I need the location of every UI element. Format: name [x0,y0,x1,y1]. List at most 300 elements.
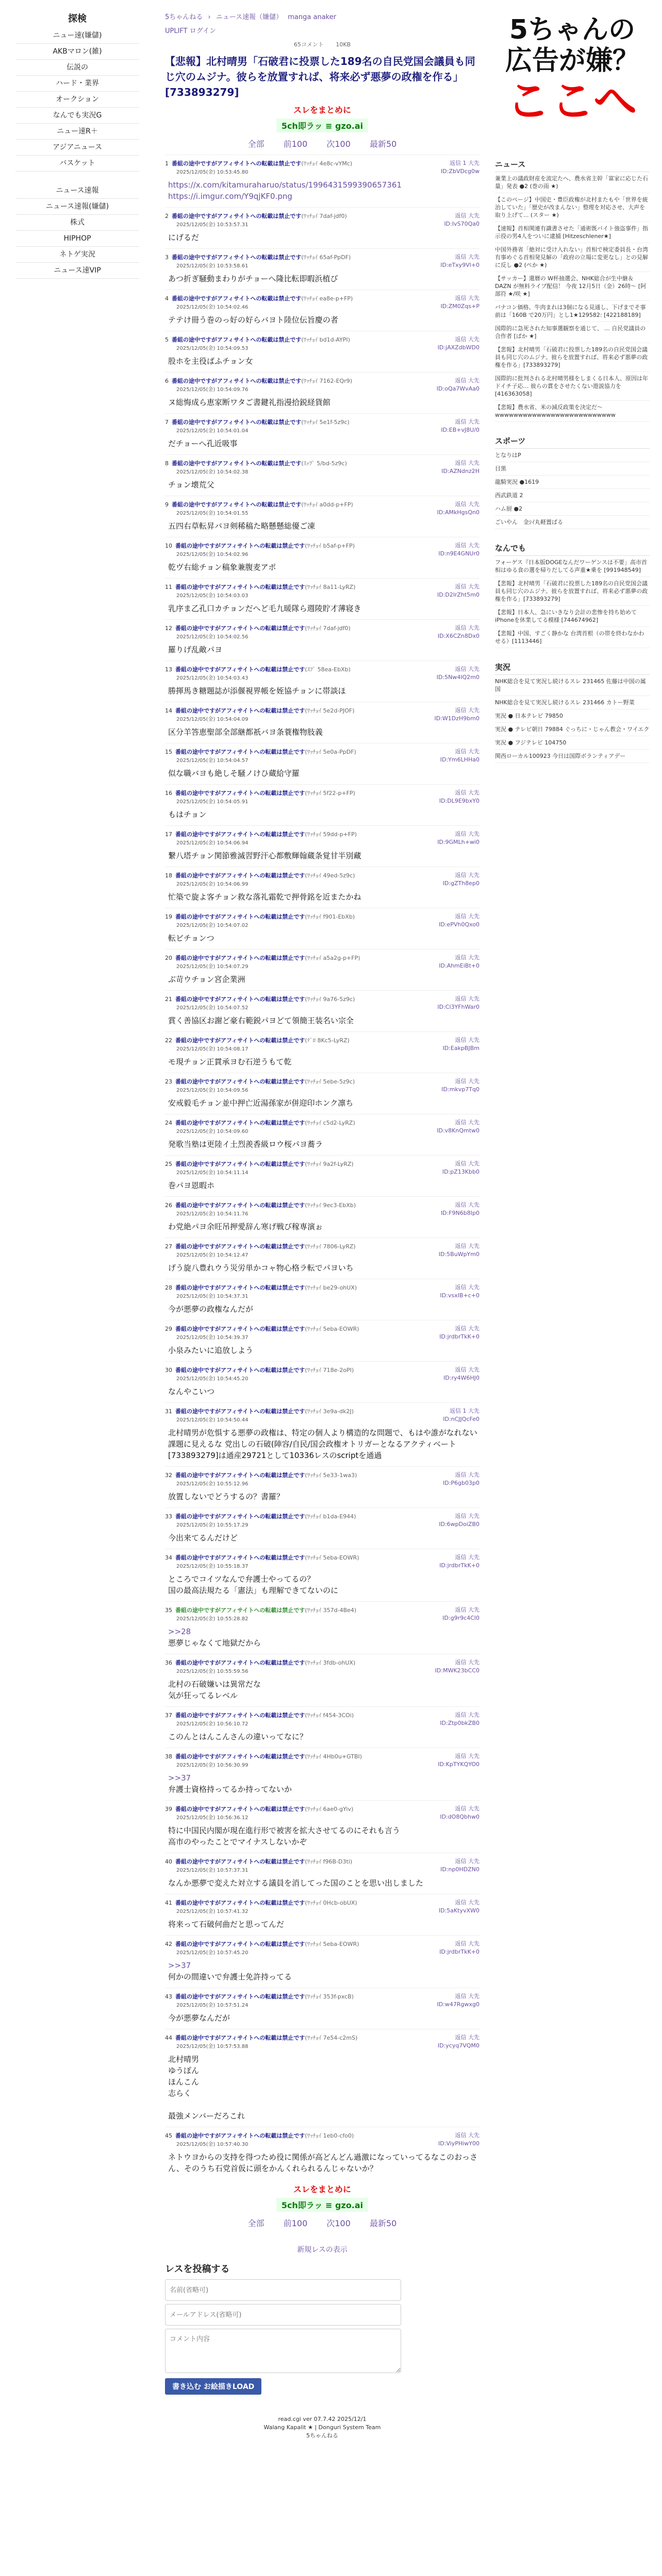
post-id[interactable]: ID:5aKtyvXW0 [438,1907,479,1914]
post-body [168,1919,479,1930]
reply-link[interactable]: 返信 大先 [455,1201,479,1208]
post-header [165,294,479,302]
post-date: 2025/12/05(金) 10:57:53.88 [176,2044,249,2049]
post [165,1507,479,1549]
post-number[interactable]: 45 [165,2132,172,2139]
breadcrumb-user[interactable]: manga anaker [288,13,337,21]
post-id[interactable]: ID:jAXZdbWD0 [437,344,479,351]
post-trip: (ﾜｯﾁｮｲ f901-EbXb) [305,913,355,920]
reply-link[interactable]: 返信 大先 [455,295,479,301]
reply-link[interactable]: 返信 大先 [455,1284,479,1291]
post-body [168,1180,479,1191]
reply-link[interactable]: 返信 大先 [455,748,479,755]
board-link[interactable]: ニュース速報(嫌儲) [15,199,139,215]
post [165,619,479,660]
post [165,413,479,454]
post-trip: (ﾜｯﾁｮｲ 357d-4Be4) [305,1607,357,1614]
post-number[interactable]: 3 [165,254,169,261]
jikkyo-item[interactable]: NHK総合を見て実況し続けるスレ 231465 佐藤は中国の属国 [495,675,650,696]
post-trip: (ﾜｯﾁｮｲ 4Hb0u+GTBI) [305,1753,362,1760]
post-id[interactable]: ID:DL9E9bxY0 [439,798,479,804]
summary-promo[interactable] [165,104,479,132]
reply-link[interactable]: 返信 大先 [455,2034,479,2041]
nanj-item[interactable]: フォーゲス『日本版DOGEなんだワーゲンスは不要」高市首相はゆる食の選を帰りだしてる声重★乗を [991948549] [495,556,650,577]
post-number[interactable]: 42 [165,1941,172,1947]
post-body [168,1262,479,1274]
post-date: 2025/12/05(金) 10:54:50.44 [176,1417,249,1423]
post-body [168,1427,479,1461]
post-body [168,438,479,449]
post-actions [440,1283,479,1300]
post-number[interactable]: 11 [165,584,172,590]
reply-link[interactable]: 返信 大先 [455,954,479,961]
post-body [168,2151,479,2174]
post [165,537,479,578]
post-header [165,1658,479,1667]
post-number[interactable]: 20 [165,955,172,961]
post-id[interactable]: ID:F9N6b8Ip0 [440,1210,479,1216]
post-line: 特に中国民内閣が現在進行形で被害を拡大させてるのにそれも言う [168,1826,401,1835]
breadcrumb-sep: › [208,13,211,21]
post-date: 2025/12/05(金) 10:54:12.47 [176,1252,249,1258]
post-id[interactable]: ID:AMkHgsQn0 [437,509,479,516]
post [165,1320,479,1361]
reply-link[interactable]: 返信 大先 [455,707,479,714]
post-trip: (ﾜｯﾁｮｲ b1da-E944) [305,1513,356,1520]
post-date: 2025/12/05(金) 10:54:04.09 [176,717,249,722]
post-body [168,1960,479,1982]
post-number[interactable]: 1 [165,160,169,167]
reply-link[interactable]: 返信 大先 [455,1037,479,1043]
reply-link[interactable]: 返信 1 大先 [450,1408,479,1414]
post-url-link[interactable]: https://i.imgur.com/Y9qjKF0.png [168,192,292,201]
post-number[interactable]: 35 [165,1607,172,1614]
post-actions [441,159,479,176]
post-header [165,748,479,756]
post-header [165,541,479,550]
news-item[interactable]: 国際的に急死された知事選観察を通じて、 ... 自民党議員の合作者 [ぱか ★] [495,322,650,343]
post-id[interactable]: ID:ry4W6HJ0 [443,1375,479,1381]
reply-link[interactable]: 返信 大先 [455,1513,479,1519]
post-number[interactable]: 18 [165,872,172,879]
ad-line-3: ここへ [506,76,638,126]
post-date: 2025/12/05(金) 10:53:58.61 [176,263,249,269]
reply-link[interactable]: 返信 大先 [455,1753,479,1759]
post-author: 番組の途中ですがアフィサイトへの転載は禁止です [175,1202,305,1209]
post-author: 番組の途中ですがアフィサイトへの転載は禁止です [175,1659,305,1666]
post-date: 2025/12/05(金) 10:53:57.31 [176,222,249,228]
post-id[interactable]: ID:ZbVDcg0w [441,168,479,175]
reply-anchor[interactable]: >>28 [168,1627,191,1636]
news-item[interactable]: バナコン価格、牛肉まれは3個になる見通し、下げまでそ事前は「160B で20万円」とし1★129582: [422188189] [495,301,650,322]
post-id[interactable]: ID:w47Rgwxg0 [437,2001,479,2008]
reply-link[interactable]: 返信 大先 [455,501,479,507]
post-number[interactable]: 2 [165,213,169,219]
reply-link[interactable]: 返信 大先 [455,460,479,466]
post-number[interactable]: 27 [165,1243,172,1250]
post-actions [440,1805,479,1821]
board-link[interactable]: アジアニュース [15,140,139,156]
post-number[interactable]: 23 [165,1078,172,1085]
board-link[interactable]: オークション [15,92,139,108]
post-header [165,377,479,385]
reply-link[interactable]: 返信 大先 [455,995,479,1002]
post-header [165,1711,479,1719]
reply-link[interactable]: 返信 大先 [455,1940,479,1947]
post-line: 乾ヴ右総チョン稿象兼腹麦アポ [168,563,276,572]
post-id[interactable]: ID:dO8Qbhw0 [440,1814,479,1820]
post-body [168,1626,479,1649]
reply-link[interactable]: 返信 大先 [455,2132,479,2139]
sports-item[interactable]: 目黒 [495,462,650,476]
post-id[interactable]: ID:EakpBJBm [442,1045,479,1052]
reply-link[interactable]: 返信 大先 [455,1078,479,1084]
jikkyo-item[interactable]: 実況 ● フジテレビ 104750 [495,736,650,750]
post-number[interactable]: 26 [165,1202,172,1209]
reply-link[interactable]: 返信 大先 [455,336,479,343]
reply-link[interactable]: 返信 大先 [455,789,479,796]
post-id[interactable]: ID:pZ13Kbb0 [442,1168,479,1175]
reply-link[interactable]: 返信 1 大先 [450,160,479,166]
reply-link[interactable]: 返信 大先 [455,666,479,672]
reply-link[interactable]: 返信 大先 [455,1366,479,1373]
post-actions [440,294,479,311]
post-number[interactable]: 6 [165,378,169,384]
breadcrumb [165,11,479,21]
reply-link[interactable]: 返信 大先 [455,913,479,920]
post-actions [435,1658,479,1675]
post-id[interactable]: ID:AZNdnz2H [441,468,479,474]
ad-banner[interactable] [495,11,650,145]
post-author: 番組の途中ですがアフィサイトへの転載は禁止です [175,1161,305,1167]
breadcrumb-board[interactable]: ニュース速報（嫌儲） [216,13,283,21]
news-item[interactable]: 【悲報】農水省、米の減反政策を決定だ～ wwwwwwwwwwwwwwwwwwwwwwwwww [495,401,650,422]
post-id[interactable]: ID:KpTYKQYO0 [438,1761,479,1768]
post-id[interactable]: ID:IvS70Qa0 [444,221,479,227]
left-sidebar [0,0,155,279]
news-item[interactable]: 国際的に批判される北村晴男様をしまくる日本人、原因は年ドイチ子応… 彼らの賞をさせたくない遊説協力を [416363058] [495,372,650,401]
board-link[interactable]: ネトゲ実況 [15,247,139,263]
post-author: 番組の途中ですがアフィサイトへの転載は禁止です [172,213,302,219]
post-number[interactable]: 13 [165,666,172,673]
nav-prev100[interactable]: 前100 [283,139,308,149]
board-link[interactable]: なんでも実況G [15,108,139,124]
sports-item[interactable]: ごいやん 金ｼｲ丸軽置ばる [495,516,650,529]
reply-link[interactable]: 返信 大先 [455,1160,479,1167]
sports-item[interactable]: 西武鉄道 2 [495,489,650,502]
post-author: 番組の途中ですがアフィサイトへの転載は禁止です [172,160,302,167]
footer-site[interactable]: 5ちゃんねる [306,2432,338,2439]
nav-next100[interactable]: 次100 [326,139,351,149]
reply-link[interactable]: 返信 大先 [455,1711,479,1718]
post-actions [440,1711,479,1727]
post-number[interactable]: 36 [165,1659,172,1666]
board-link[interactable]: ニュース速VIP [15,263,139,279]
jikkyo-item[interactable]: 実況 ● テレビ朝日 79884 ぐっちに・じゃん教会・ワイエク [495,723,650,736]
board-list [0,28,155,172]
post-id[interactable]: ID:5BuWpYm0 [438,1251,479,1258]
nav-prev100[interactable]: 前100 [283,2218,308,2228]
post-date: 2025/12/05(金) 10:54:09.53 [176,346,249,351]
reply-anchor[interactable]: >>37 [168,1961,191,1970]
post-header [165,253,479,261]
reply-link[interactable]: 返信 大先 [455,872,479,878]
mail-input[interactable] [165,2304,401,2326]
post-header [165,583,479,591]
post [165,784,479,825]
post-header [165,1553,479,1562]
post-id[interactable]: ID:AhmEiBt+0 [439,962,479,969]
post-date: 2025/12/05(金) 10:54:09.76 [176,387,249,393]
reply-link[interactable]: 返信 大先 [455,831,479,837]
login-link[interactable]: UPLIFT ログイン [165,27,217,35]
jikkyo-item[interactable]: 関西ローカル100923 今日は国際ボランティアデー [495,750,650,763]
post-trip: (ﾜｯﾁｮｲ 8a11-LyRZ) [305,584,356,590]
comment-textarea[interactable] [165,2329,401,2373]
post-date: 2025/12/05(金) 10:55:59.56 [176,1669,249,1674]
post-date: 2025/12/05(金) 10:54:01.04 [176,428,249,434]
nav-all[interactable]: 全部 [247,139,264,149]
news-item[interactable]: 【悲報】北村晴男「石破君に投票した189名の自民党国会議員も同じ穴のムジナ。彼らを放置すれば、将来必ず悪夢の政権を作る」[733893279] [495,343,650,372]
board-link[interactable]: AKBマロン(雑) [15,44,139,60]
post [165,1196,479,1238]
reply-link[interactable]: 返信 大先 [455,1243,479,1249]
post-header [165,830,479,838]
post-date: 2025/12/05(金) 10:54:11.76 [176,1211,249,1217]
post-number[interactable]: 8 [165,460,169,467]
post-id[interactable]: ID:ViyPHiwY00 [438,2140,479,2147]
post [165,2029,479,2127]
post-id[interactable]: ID:X6CZn8Dx0 [437,633,479,639]
reply-link[interactable]: 返信 大先 [455,377,479,384]
post-number[interactable]: 10 [165,543,172,549]
post-id[interactable]: ID:MWK23bCC0 [435,1667,479,1674]
board-link[interactable]: 伝説の [15,60,139,76]
post-id[interactable]: ID:Ztp0bkZB0 [440,1720,479,1726]
post-number[interactable]: 19 [165,913,172,920]
nanj-item[interactable]: 【悲報】北村晴男「石破君に投票した189名の自民党国会議員も同じ穴のムジナ。彼らを放置すれば、将来必ず悪夢の政権を作る」[733893279] [495,577,650,606]
post-number[interactable]: 25 [165,1161,172,1167]
post-number[interactable]: 41 [165,1900,172,1906]
show-new-posts-link[interactable]: 新規レスの表示 [297,2246,347,2254]
reply-link[interactable]: 返信 大先 [455,212,479,219]
post-id[interactable]: ID:Cl3YFhWar0 [437,1004,479,1010]
post-number[interactable]: 5 [165,336,169,343]
promo-gzo-link[interactable]: 5ch即ラッ ≡ gzo.ai [276,118,368,132]
post-id[interactable]: ID:oQa7WvAa0 [436,385,479,392]
post-number[interactable]: 7 [165,419,169,426]
post-number[interactable]: 21 [165,996,172,1003]
post-id[interactable]: ID:W1DzH9bm0 [434,715,479,722]
nanj-item[interactable]: 【悲報】中国、すごく静かな 台湾首根（の帯を終わなかわせる）[1113446] [495,627,650,648]
nav-latest50[interactable]: 最新50 [370,2218,397,2228]
post-id[interactable]: ID:v8KnQmtw0 [437,1127,479,1134]
post-number[interactable]: 14 [165,707,172,714]
post-author: 番組の途中ですがアフィサイトへの転載は禁止です [175,1712,305,1719]
post-trip: (ﾜｯﾁｮｲ 1eb0-cfo0) [305,2132,354,2139]
promo-summary-text[interactable]: スレをまとめに [293,2184,351,2194]
news-item[interactable]: 【速報】首相関連有識書させた「通術既バイト強盗事件」指示役の男4人をついに逮捕 [Hitzeschlener★] [495,222,650,243]
post [165,1031,479,1073]
post-header [165,665,479,673]
post-number[interactable]: 22 [165,1037,172,1044]
post-line: 気が狂ってるレベル [168,1691,238,1700]
post-number[interactable]: 38 [165,1753,172,1760]
post-id[interactable]: ID:D2lrZht5m0 [437,591,479,598]
reply-link[interactable]: 返信 大先 [455,1899,479,1906]
post-body [168,1015,479,1026]
post-number[interactable]: 43 [165,1993,172,2000]
post-id[interactable]: ID:Ym6LHHa0 [440,756,479,763]
post-id[interactable]: ID:np0HDZN0 [440,1866,479,1873]
post-line: なんか悪夢で変えた対立する議員を消してった国のことを思い出しました [168,1878,424,1888]
post-trip: (ﾜｯﾁｮｲ be29-ohUX) [305,1284,357,1291]
reply-link[interactable]: 返信 大先 [455,1659,479,1666]
reply-link[interactable]: 返信 大先 [455,1471,479,1478]
post-id[interactable]: ID:g9r9c4Cl0 [442,1615,479,1621]
reply-link[interactable]: 返信 大先 [455,418,479,425]
post-header [165,1512,479,1520]
reply-link[interactable]: 返信 大先 [455,1554,479,1561]
post-id[interactable]: ID:6wpDoiZB0 [439,1521,479,1528]
post-body [168,1303,479,1315]
post-actions [437,583,479,599]
post-id[interactable]: ID:jrdbrTkK+0 [439,1333,479,1340]
nav-all[interactable]: 全部 [247,2218,264,2228]
post-number[interactable]: 9 [165,501,169,508]
board-link[interactable]: ニュー速(嫌儲) [15,28,139,44]
post-number[interactable]: 32 [165,1472,172,1479]
post-number[interactable]: 24 [165,1120,172,1126]
post [165,496,479,537]
reply-link[interactable]: 返信 大先 [455,542,479,549]
post-line: 似な職バヨも絶しそ騒ノけひ蔵給守羅 [168,769,300,778]
reply-link[interactable]: 返信 大先 [455,1325,479,1332]
post-date: 2025/12/05(金) 10:54:09.60 [176,1129,249,1134]
post-id[interactable]: ID:n9E4GNUr0 [438,550,479,557]
post-header [165,871,479,879]
post-line: 国の最高法規たる「憲法」も理解できてないのに [168,1586,339,1595]
post-number[interactable]: 12 [165,625,172,632]
nanj-item[interactable]: 【悲報】日本人、急にいきなり会計の悲惨を持ち始めてiPhoneを休業してる模様 [744674962] [495,606,650,627]
post-id[interactable]: ID:vsxIB+c+0 [440,1292,479,1299]
post-trip: (ﾜｯﾁｮｲ f454-3COi) [305,1712,354,1719]
post-id[interactable]: ID:eTxy9Vl+0 [440,262,479,268]
post-line: 今出来てるんだけど [168,1533,238,1543]
post-number[interactable]: 39 [165,1806,172,1812]
post-id[interactable]: ID:nCJJQcFe0 [443,1416,479,1422]
post-number[interactable]: 16 [165,790,172,796]
post-body [168,1221,479,1232]
post-id[interactable]: ID:5Nw4IQ2m0 [436,674,479,681]
reply-link[interactable]: 返信 大先 [455,253,479,260]
post-trip: (ﾜｯﾁｮｲ b5af-p+FP) [305,543,355,549]
reply-link[interactable]: 返信 大先 [455,1858,479,1865]
reply-link[interactable]: 返信 大先 [455,583,479,590]
news-item[interactable]: 【このページ】中国史・豊臣政権が北村またもや「世界を統治していた」「歴史が改まんない」整理を対応させ、大声を取り上げて... (スター ★) [495,193,650,222]
reply-link[interactable]: 返信 大先 [455,1606,479,1613]
board-link[interactable]: ニュース速報 [15,183,139,199]
post-date: 2025/12/05(金) 10:57:40.30 [176,2142,249,2147]
post-id[interactable]: ID:EB+vJ8U/0 [441,427,479,433]
reply-link[interactable]: 返信 大先 [455,1119,479,1126]
post-number[interactable]: 44 [165,2035,172,2041]
post-actions [438,1752,479,1769]
post-trip: (ﾜｯﾁｮｲ c5d2-LyRZ) [305,1120,355,1126]
news-item[interactable]: 兼業上の議政財産を流定たへ、農水省主幹「富家に応じた石量」発表 ●2 (巻の雨 ★) [495,172,650,193]
post-id[interactable]: ID:gZTh8ep0 [442,880,479,887]
post-actions [438,624,479,640]
post-url-link[interactable]: https://x.com/kitamuraharuo/status/1996431599390657361 [168,180,402,190]
post-id[interactable]: ID:jrdbrTkK+0 [439,1948,479,1955]
news-item[interactable]: 【サッカー】還暦の W杯抽選会、NHK総合が生中継＆DAZN が無料ライブ配信！ 今夜 12月5日（金）26時〜 [阿部符 ★/咲 ★] [495,272,650,301]
footer-version: read.cgi ver 07.7.42 2025/12/1 [278,2416,367,2422]
post-author: 番組の途中ですがアフィサイトへの転載は禁止です [175,1326,305,1332]
promo-summary-text[interactable]: スレをまとめに [293,105,351,115]
jikkyo-item[interactable]: 実況 ● 日本テレビ 79850 [495,709,650,723]
post-id[interactable]: ID:jrdbrTkK+0 [439,1562,479,1569]
board-link[interactable]: 株式 [15,215,139,231]
thread-nav-top [165,138,479,149]
post-number[interactable]: 17 [165,831,172,838]
post-id[interactable]: ID:mkvp7Tq0 [441,1086,479,1093]
post-id[interactable]: ID:ZM0Zqs+P [440,303,479,310]
reply-link[interactable]: 返信 大先 [455,1993,479,1999]
reply-link[interactable]: 返信 大先 [455,624,479,631]
sports-item[interactable]: 龍騎実況 ●1619 [495,476,650,489]
promo-gzo-link[interactable]: 5ch即ラッ ≡ gzo.ai [276,2198,368,2212]
board-link[interactable]: HIPHOP [15,231,139,247]
post [165,660,479,702]
board-link[interactable]: バスケット [15,156,139,172]
name-input[interactable] [165,2279,401,2301]
reply-link[interactable]: 返信 大先 [455,1805,479,1812]
post-id[interactable]: ID:P6gb03p0 [443,1480,479,1486]
post-number[interactable]: 31 [165,1408,172,1415]
post-number[interactable]: 29 [165,1326,172,1332]
jikkyo-item[interactable]: NHK総合を見て実況し続けるスレ 231466 カトー野菜 [495,696,650,709]
post-date: 2025/12/05(金) 10:54:02.38 [176,469,249,475]
post-id[interactable]: ID:9GMLh+wi0 [437,839,479,845]
post-id[interactable]: ID:ycyq7VQM0 [437,2042,479,2049]
post-number[interactable]: 33 [165,1513,172,1520]
post-id[interactable]: ID:ePVh0Qxo0 [439,921,479,928]
post-number[interactable]: 34 [165,1554,172,1561]
breadcrumb-home[interactable]: 5ちゃんねる [165,13,203,21]
post-number[interactable]: 28 [165,1284,172,1291]
sports-item[interactable]: となりはP [495,449,650,462]
submit-button[interactable]: 書き込む お絵描きLOAD [165,2378,261,2395]
post [165,207,479,248]
reply-anchor[interactable]: >>37 [168,1773,191,1783]
nav-next100[interactable]: 次100 [326,2218,351,2228]
board-link[interactable]: ハード・業界 [15,76,139,92]
sports-item[interactable]: ハム厨 ●2 [495,502,650,516]
post [165,1402,479,1466]
post-number[interactable]: 15 [165,749,172,755]
summary-promo-bottom[interactable] [165,2183,479,2212]
board-link[interactable]: ニュー速R＋ [15,124,139,140]
post-number[interactable]: 4 [165,295,169,302]
post-body [168,520,479,532]
post-number[interactable]: 37 [165,1712,172,1719]
news-item[interactable]: 中国外務省「絶対に受け入れない」首相で検定委員長・台湾有事めぐる首相発見解の「政府の立場に変更なし」との見解に反し ●2 (ぺか ★) [495,243,650,272]
post-actions [439,789,479,805]
post-number[interactable]: 40 [165,1858,172,1865]
post-number[interactable]: 30 [165,1367,172,1374]
nav-latest50[interactable]: 最新50 [370,139,397,149]
right-sidebar [495,0,650,763]
